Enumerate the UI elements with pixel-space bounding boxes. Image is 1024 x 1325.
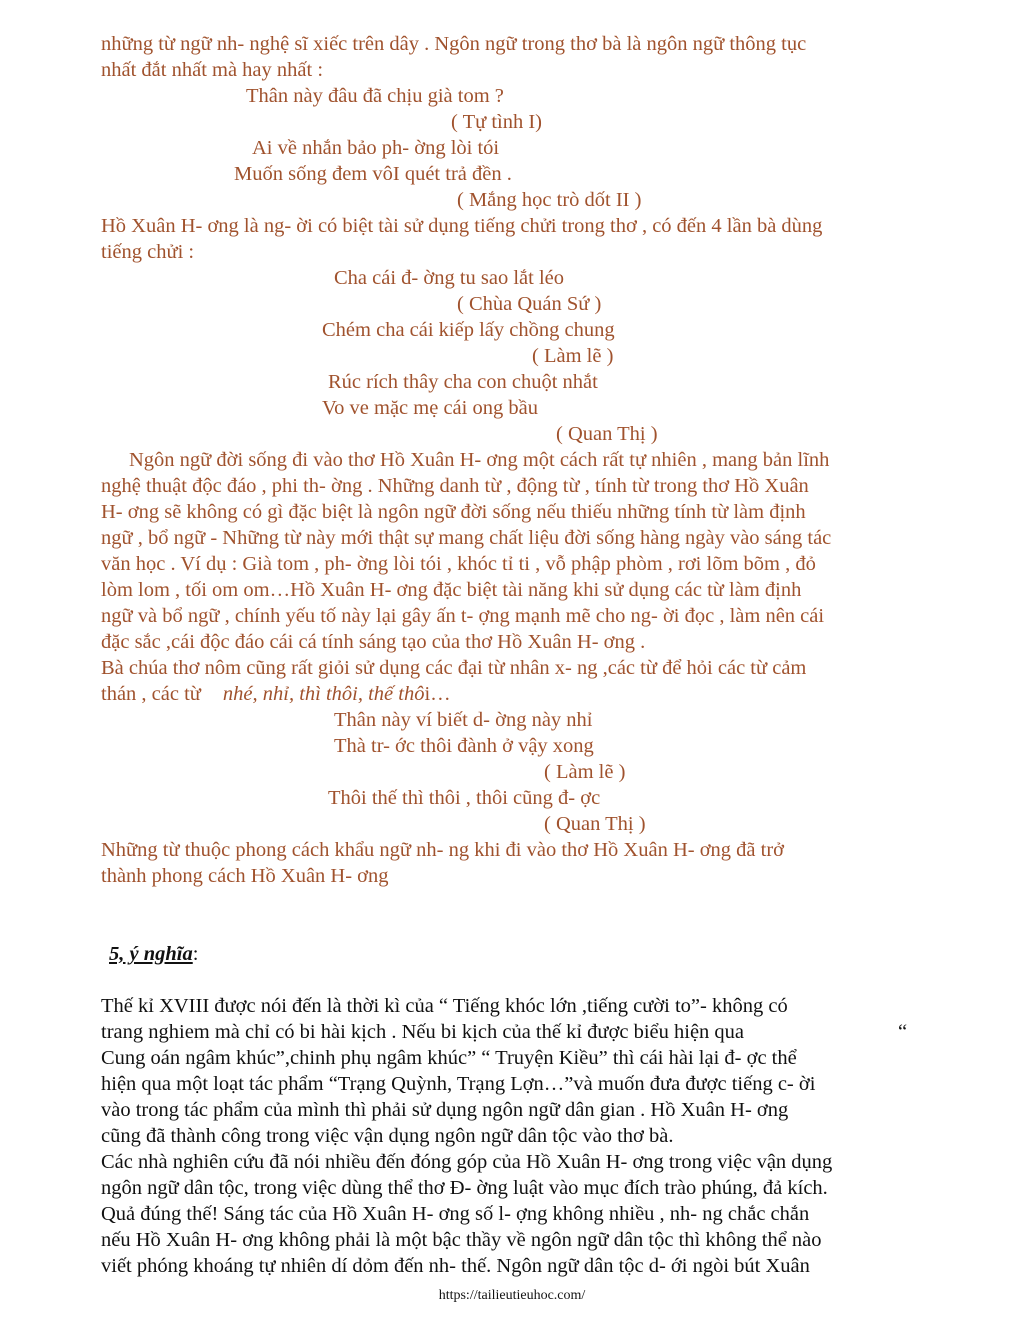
paragraph-line: H- ơng sẽ không có gì đặc biệt là ngôn ngữ đời sống nếu thiếu những tính từ làm định [101, 501, 806, 523]
poem-line: Muốn sống đem vôI quét trả đền . [234, 163, 512, 185]
poem-line: Cha cái đ- ờng tu sao lắt léo [334, 267, 565, 289]
poem-line: Thân này đâu đã chịu già tom ? [246, 85, 504, 107]
poem-source: ( Làm lẽ ) [544, 761, 626, 783]
paragraph-line: Thế kỉ XVIII được nói đến là thời kì của “ Tiếng khóc lớn ,tiếng cười to”- không có [101, 995, 788, 1017]
poem-source: ( Quan Thị ) [556, 423, 658, 445]
quote-mark: “ [898, 1021, 908, 1043]
paragraph-line: Hồ Xuân H- ơng là ng- ời có biệt tài sử dụng tiếng chửi trong thơ , có đến 4 lần bà dùng [101, 215, 823, 237]
text-run: thán , các từ [101, 683, 201, 705]
poem-line: Thà tr- ớc thôi đành ở vậy xong [334, 735, 594, 757]
paragraph-line: ngữ , bổ ngữ - Những từ này mới thật sự mang chất liệu đời sống hàng ngày vào sáng tác [101, 527, 832, 549]
paragraph-line: cũng đã thành công trong việc vận dụng ngôn ngữ dân tộc vào thơ bà. [101, 1125, 674, 1147]
footer-url[interactable]: https://tailieutieuhoc.com/ [438, 1288, 586, 1303]
paragraph-line: viết phóng khoáng tự nhiên dí dỏm đến nh- thế. Ngôn ngữ dân tộc d- ới ngòi bút Xuân [101, 1255, 810, 1277]
paragraph-line: Những từ thuộc phong cách khẩu ngữ nh- ng khi đi vào thơ Hồ Xuân H- ơng đã trở [101, 839, 785, 861]
section-heading-text: 5, ý nghĩa [109, 943, 193, 965]
text-run: i… [424, 683, 451, 705]
paragraph-line: tiếng chửi : [101, 241, 195, 263]
paragraph-line [101, 681, 451, 707]
paragraph-line: văn học . Ví dụ : Già tom , ph- ờng lòi tói , khóc tỉ ti , vỗ phập phòm , rơi lõm bõm , đỏ [101, 553, 816, 575]
paragraph-line: ngữ và bổ ngữ , chính yếu tố này lại gây ấn t- ợng mạnh mẽ cho ng- ời đọc , làm nên cái [101, 605, 825, 627]
paragraph-line: ngôn ngữ dân tộc, trong việc dùng thể thơ Đ- ờng luật vào mục đích trào phúng, đả kích. [101, 1177, 828, 1199]
paragraph-line: Ngôn ngữ đời sống đi vào thơ Hồ Xuân H- ơng một cách rất tự nhiên , mang bản lĩnh [129, 449, 830, 471]
poem-source: ( Chùa Quán Sứ ) [457, 293, 602, 315]
paragraph-line: Cung oán ngâm khúc”,chinh phụ ngâm khúc” “ Truyện Kiều” thì cái hài lại đ- ợc thể [101, 1047, 797, 1069]
text-run: trang nghiem mà chỉ có bi hài kịch . Nếu bi kịch của thế kỉ được biểu hiện qua [101, 1021, 745, 1043]
poem-source: ( Mắng học trò dốt II ) [457, 189, 642, 211]
poem-source: ( Quan Thị ) [544, 813, 646, 835]
paragraph-line: nếu Hồ Xuân H- ơng không phải là một bậc thầy về ngôn ngữ dân tộc thì không thể nào [101, 1229, 822, 1251]
poem-source: ( Tự tình I) [451, 111, 543, 133]
paragraph-line: Quả đúng thế! Sáng tác của Hồ Xuân H- ơng số l- ợng không nhiều , nh- ng chắc chắn [101, 1203, 810, 1225]
poem-line: Ai về nhắn bảo ph- ờng lòi tói [252, 137, 500, 159]
poem-line: Rúc rích thây cha con chuột nhắt [328, 371, 598, 393]
poem-line: Chém cha cái kiếp lấy chồng chung [322, 319, 615, 341]
intro-line-2: nhất đắt nhất mà hay nhất : [101, 59, 324, 81]
heading-colon: : [192, 943, 199, 965]
paragraph-line [101, 1019, 744, 1045]
paragraph-line: thành phong cách Hồ Xuân H- ơng [101, 865, 389, 887]
section-heading [101, 941, 198, 967]
italic-words: nhé, nhỉ, thì thôi, thế thô [222, 683, 425, 705]
paragraph-line: hiện qua một loạt tác phẩm “Trạng Quỳnh, Trạng Lợn…”và muốn đưa được tiếng c- ời [101, 1073, 816, 1095]
paragraph-line: Các nhà nghiên cứu đã nói nhiều đến đóng góp của Hồ Xuân H- ơng trong việc vận dụng [101, 1151, 833, 1173]
poem-line: Thân này ví biết d- ờng này nhỉ [334, 709, 593, 731]
paragraph-line: lòm lom , tối om om…Hồ Xuân H- ơng đặc biệt tài năng khi sử dụng các từ làm định [101, 579, 802, 601]
intro-line-1: những từ ngữ nh- nghệ sĩ xiếc trên dây . Ngôn ngữ trong thơ bà là ngôn ngữ thông tục [101, 33, 807, 55]
paragraph-line: nghệ thuật độc đáo , phi th- ờng . Những danh từ , động từ , tính từ trong thơ Hồ Xuân [101, 475, 809, 497]
poem-line: Vo ve mặc mẹ cái ong bầu [322, 397, 538, 419]
paragraph-line: Bà chúa thơ nôm cũng rất giỏi sử dụng các đại từ nhân x- ng ,các từ để hỏi các từ cảm [101, 657, 807, 679]
poem-line: Thôi thế thì thôi , thôi cũng đ- ợc [328, 787, 601, 809]
poem-source: ( Làm lẽ ) [532, 345, 614, 367]
paragraph-line: vào trong tác phẩm của mình thì phải sử dụng ngôn ngữ dân gian . Hồ Xuân H- ơng [101, 1099, 789, 1121]
paragraph-line: đặc sắc ,cái độc đáo cái cá tính sáng tạo của thơ Hồ Xuân H- ơng . [101, 631, 646, 653]
